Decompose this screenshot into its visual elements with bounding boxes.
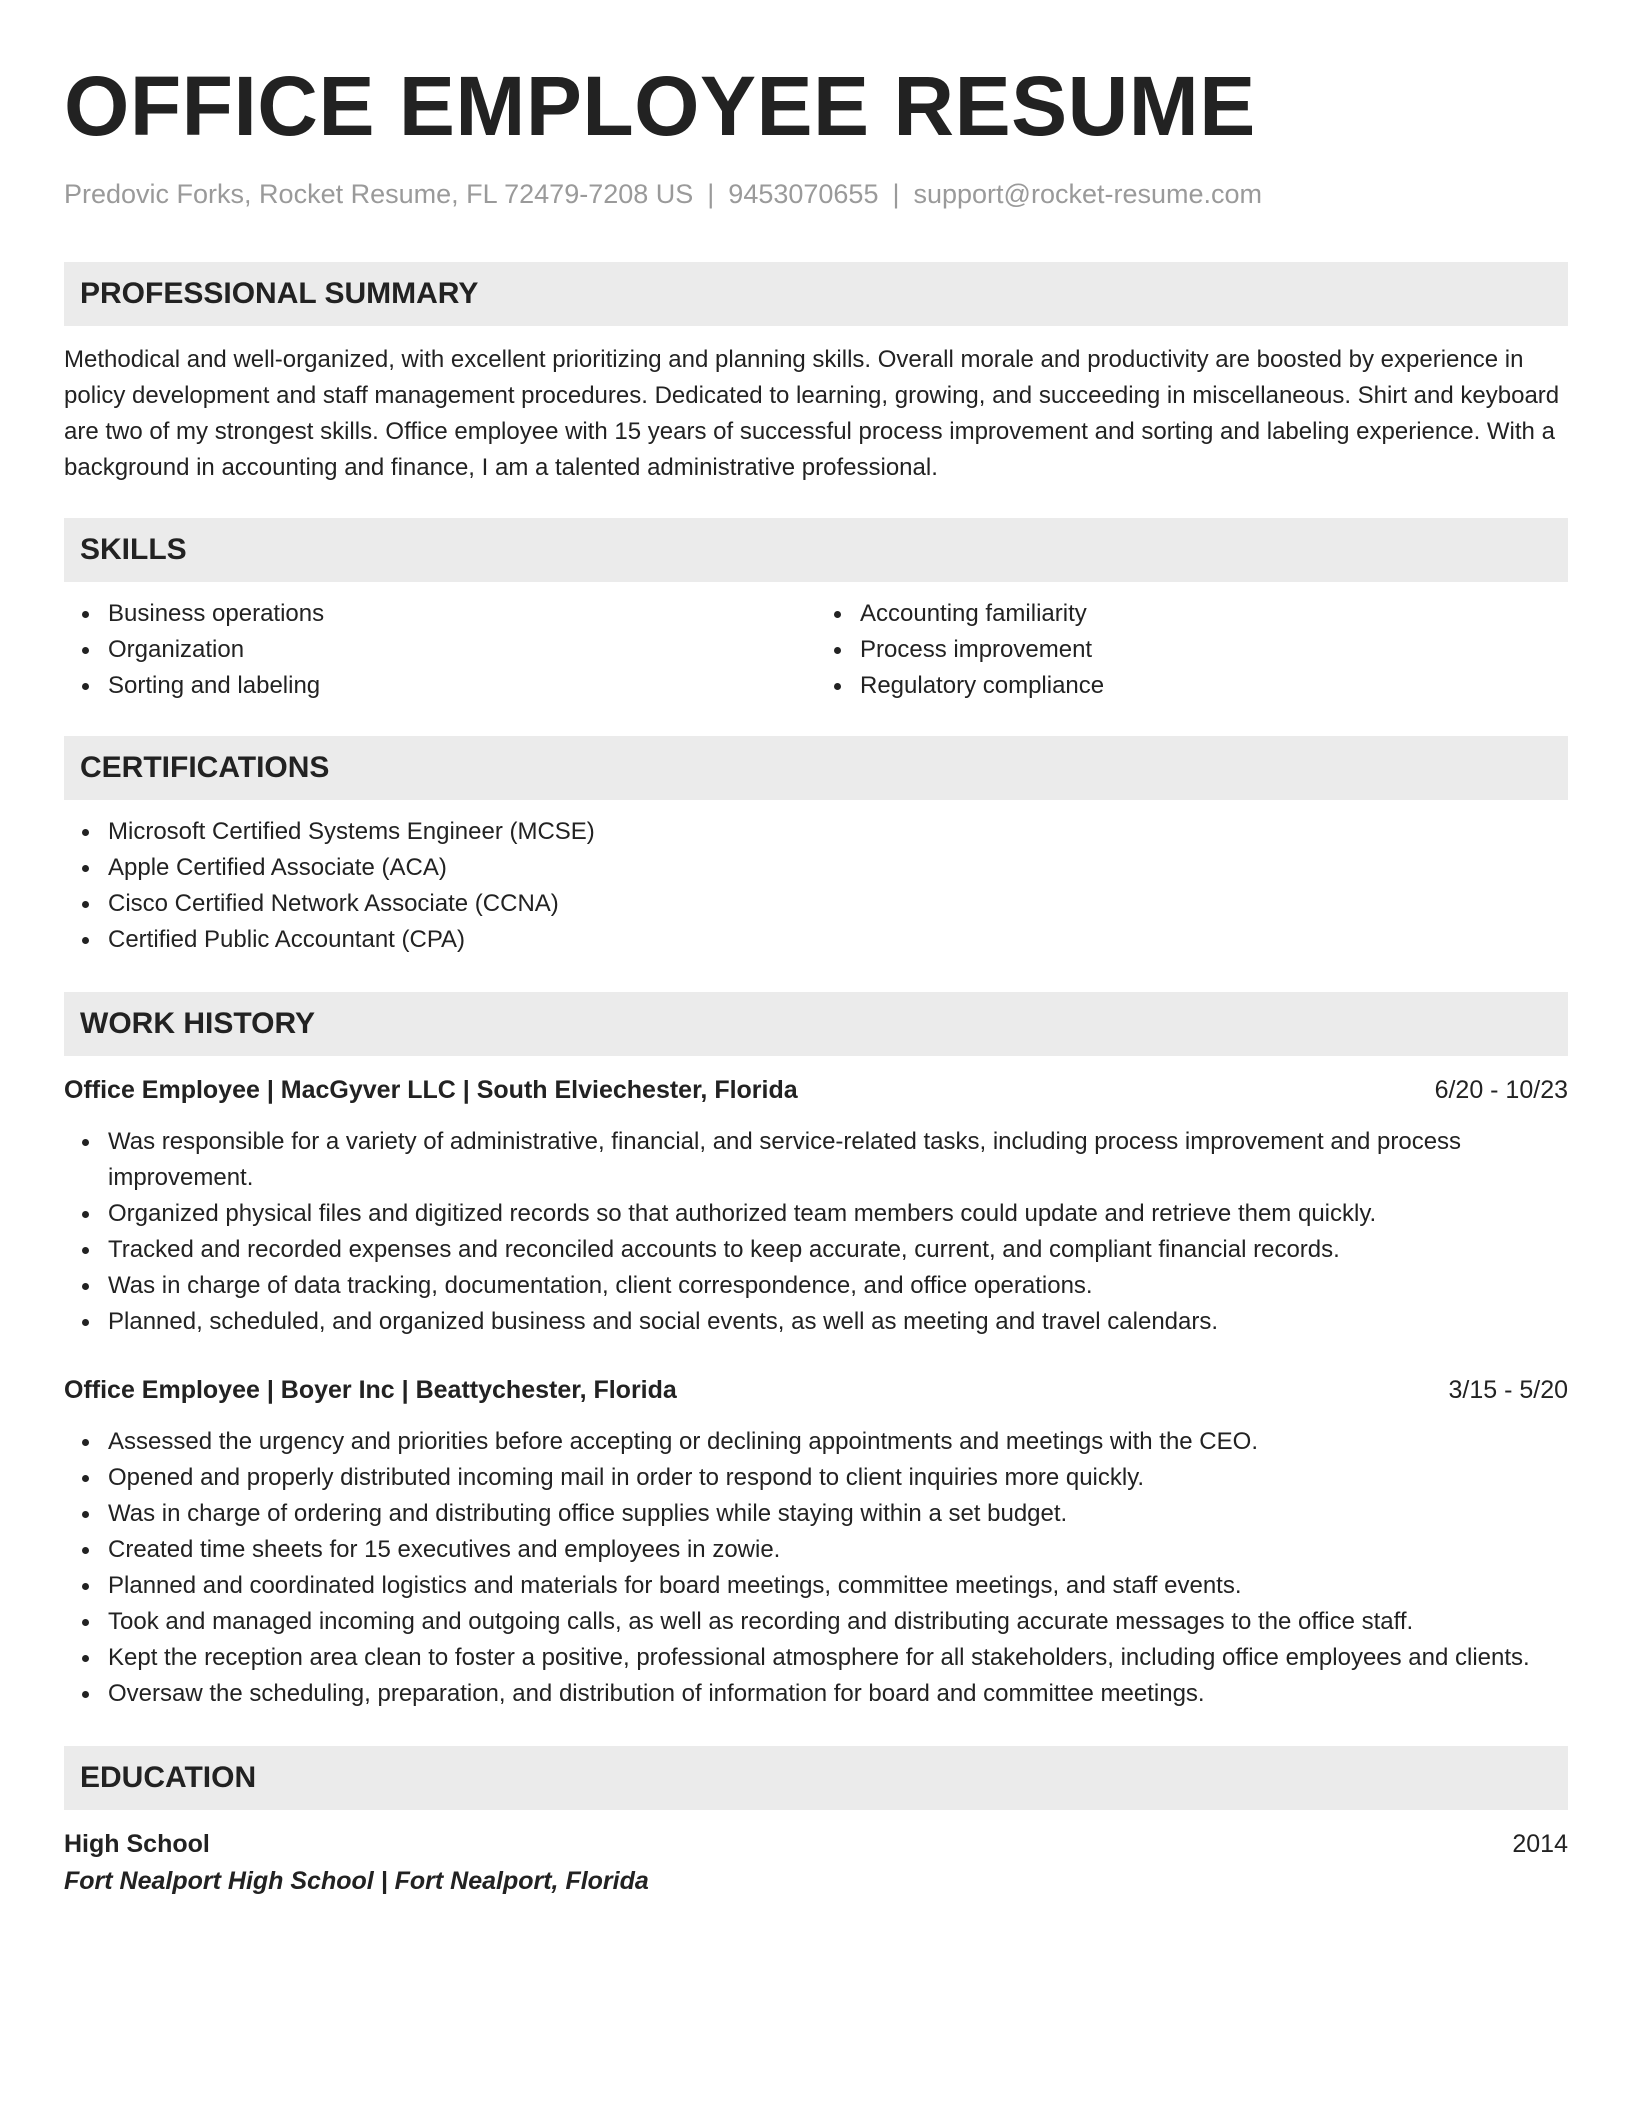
certification-item: Certified Public Accountant (CPA) (108, 922, 1568, 958)
skills-column-right (816, 596, 1568, 704)
job-bullet: Planned and coordinated logistics and materials for board meetings, committee meetings, and staff events. (108, 1568, 1568, 1604)
skill-item: Process improvement (860, 632, 1568, 668)
resume-title: OFFICE EMPLOYEE RESUME (64, 59, 1256, 153)
job-bullet: Took and managed incoming and outgoing calls, as well as recording and distributing accurate messages to the office staff. (108, 1604, 1568, 1640)
job-bullet: Opened and properly distributed incoming mail in order to respond to client inquiries more quickly. (108, 1460, 1568, 1496)
education-header (64, 1826, 1568, 1862)
job-bullet: Tracked and recorded expenses and reconciled accounts to keep accurate, current, and compliant financial records. (108, 1232, 1568, 1268)
job-bullet: Assessed the urgency and priorities before accepting or declining appointments and meetings with the CEO. (108, 1424, 1568, 1460)
job-bullet: Created time sheets for 15 executives and employees in zowie. (108, 1532, 1568, 1568)
contact-separator: | (707, 179, 715, 209)
skill-item: Sorting and labeling (108, 668, 816, 704)
job-bullet: Was responsible for a variety of administrative, financial, and service-related tasks, including process improvement and process improvement. (108, 1124, 1568, 1196)
contact-phone: 9453070655 (728, 179, 879, 209)
job-bullet: Was in charge of data tracking, documentation, client correspondence, and office operations. (108, 1268, 1568, 1304)
contact-line (64, 176, 1568, 212)
skill-item: Organization (108, 632, 816, 668)
summary-text: Methodical and well-organized, with excellent prioritizing and planning skills. Overall morale and productivity are boosted by experience in policy development and staff management procedures. Dedicated to learning, growing, and succeeding in miscellaneous. Shirt and keyboard are two of my strongest skills. Office employee with 15 years of successful process improvement and sorting and labeling experience. With a background in accounting and finance, I am a talented administrative professional. (64, 346, 1560, 481)
job-bullets (64, 1124, 1568, 1340)
certification-item: Microsoft Certified Systems Engineer (MCSE) (108, 814, 1568, 850)
education-heading: EDUCATION (64, 1746, 1568, 1810)
job-bullet: Planned, scheduled, and organized business and social events, as well as meeting and travel calendars. (108, 1304, 1568, 1340)
certification-item: Apple Certified Associate (ACA) (108, 850, 1568, 886)
work-history-heading: WORK HISTORY (64, 992, 1568, 1056)
job-title: Office Employee | Boyer Inc | Beattychester, Florida (64, 1376, 677, 1404)
job-dates: 6/20 - 10/23 (1434, 1076, 1568, 1104)
contact-email: support@rocket-resume.com (913, 179, 1263, 209)
skill-item: Business operations (108, 596, 816, 632)
job-bullets (64, 1424, 1568, 1712)
job-header (64, 1372, 1568, 1408)
certification-item: Cisco Certified Network Associate (CCNA) (108, 886, 1568, 922)
job-title: Office Employee | MacGyver LLC | South Elviechester, Florida (64, 1076, 798, 1104)
skills-column-left (64, 596, 816, 704)
skills-list (64, 596, 1568, 704)
job-bullet: Kept the reception area clean to foster a positive, professional atmosphere for all stakeholders, including office employees and clients. (108, 1640, 1568, 1676)
skill-item: Accounting familiarity (860, 596, 1568, 632)
education-school: Fort Nealport High School | Fort Nealport, Florida (64, 1867, 649, 1895)
education-degree: High School (64, 1830, 210, 1858)
job-header (64, 1072, 1568, 1108)
skill-item: Regulatory compliance (860, 668, 1568, 704)
job-bullet: Oversaw the scheduling, preparation, and distribution of information for board and committee meetings. (108, 1676, 1568, 1712)
certifications-heading: CERTIFICATIONS (64, 736, 1568, 800)
education-year: 2014 (1512, 1830, 1568, 1858)
contact-address: Predovic Forks, Rocket Resume, FL 72479-7208 US (64, 179, 694, 209)
resume-page (64, 56, 1568, 1900)
skills-heading: SKILLS (64, 518, 1568, 582)
summary-heading: PROFESSIONAL SUMMARY (64, 262, 1568, 326)
certifications-list (64, 814, 1568, 958)
contact-separator: | (892, 179, 900, 209)
job-bullet: Organized physical files and digitized records so that authorized team members could update and retrieve them quickly. (108, 1196, 1568, 1232)
job-dates: 3/15 - 5/20 (1448, 1376, 1568, 1404)
job-bullet: Was in charge of ordering and distributing office supplies while staying within a set budget. (108, 1496, 1568, 1532)
